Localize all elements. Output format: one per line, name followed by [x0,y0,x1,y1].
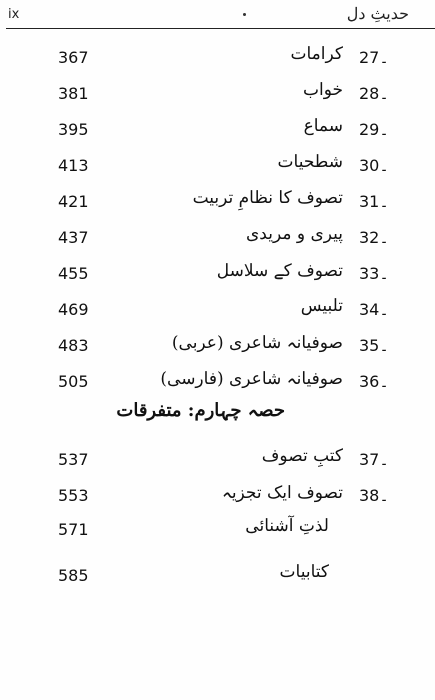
header-dot [243,13,246,16]
toc-title: کتبِ تصوف [261,446,343,466]
toc-title: سماع [303,116,343,136]
toc-title: شطحیات [277,152,343,172]
toc-entry [0,152,435,188]
toc-entry [0,116,435,152]
toc-entry [0,260,435,296]
toc-entry [0,482,435,518]
toc-entry [0,562,435,598]
toc-chapter-number: 29۔ [359,120,389,139]
toc-chapter-number: 38۔ [359,486,389,505]
toc-entry [0,224,435,260]
toc-page-number: 421 [58,192,89,211]
toc-page-number: 413 [58,156,89,175]
page-header [0,0,435,30]
toc-title: صوفیانہ شاعری (فارسی) [160,369,343,389]
toc-chapter-number: 31۔ [359,192,389,211]
toc-title: کرامات [290,44,343,64]
toc-title: کتابیات [279,562,329,582]
toc-title: صوفیانہ شاعری (عربی) [171,333,343,353]
toc-entry [0,368,435,404]
toc-page-number: 585 [58,566,89,585]
toc-page-number: 537 [58,450,89,469]
toc-chapter-number: 30۔ [359,156,389,175]
toc-title: پیری و مریدی [245,224,343,244]
toc-page-number: 437 [58,228,89,247]
toc-chapter-number: 35۔ [359,336,389,355]
toc-entry [0,44,435,80]
toc-title: تصوف ایک تجزیہ [221,483,343,503]
toc-entry [0,332,435,368]
header-rule [6,28,435,29]
toc-page-number: 455 [58,264,89,283]
toc-title: خواب [302,80,343,100]
toc-title: تصوف کا نظامِ تربیت [192,188,343,208]
page-number-roman: ix [8,7,20,22]
toc-entry [0,296,435,332]
toc-entry [0,516,435,552]
toc-page-number: 381 [58,84,89,103]
toc-chapter-number: 28۔ [359,84,389,103]
toc-page-number: 469 [58,300,89,319]
toc-chapter-number: 36۔ [359,372,389,391]
section-heading: حصہ چہارم: متفرقات [116,400,285,421]
toc-chapter-number: 32۔ [359,228,389,247]
toc-page-number: 483 [58,336,89,355]
toc-page-number: 367 [58,48,89,67]
toc-page-number: 553 [58,486,89,505]
toc-page-number: 505 [58,372,89,391]
toc-page-number: 395 [58,120,89,139]
toc-title: لذتِ آشنائی [245,516,329,536]
toc-entry [0,80,435,116]
toc-chapter-number: 33۔ [359,264,389,283]
running-title: حدیثِ دل [346,4,409,23]
toc-entry [0,446,435,482]
toc-chapter-number: 34۔ [359,300,389,319]
toc-title: تصوف کے سلاسل [216,261,343,281]
toc-title: تلبیس [300,296,343,316]
toc-chapter-number: 27۔ [359,48,389,67]
toc-chapter-number: 37۔ [359,450,389,469]
toc-entry [0,188,435,224]
toc-page-number: 571 [58,520,89,539]
